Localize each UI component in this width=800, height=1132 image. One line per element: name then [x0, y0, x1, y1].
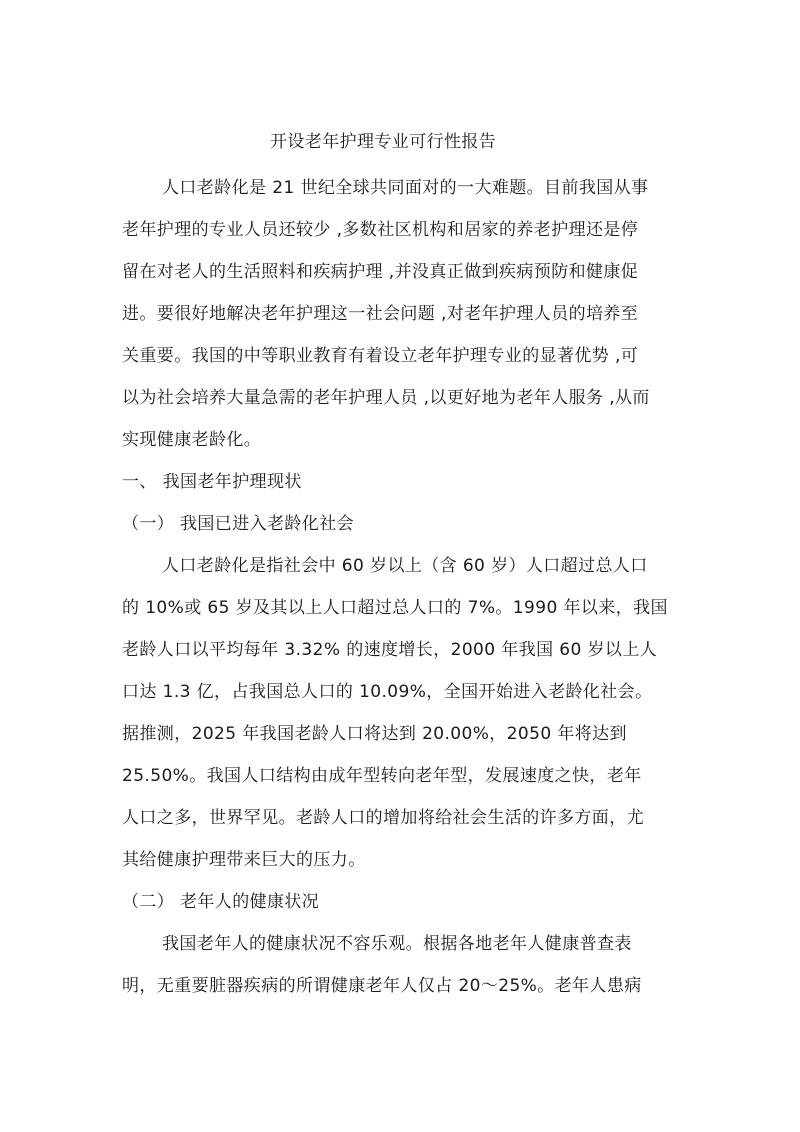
paragraph-line: 人口老龄化是指社会中 60 岁以上（含 60 岁）人口超过总人口	[162, 556, 648, 576]
paragraph-line: 据推测，2025 年我国老龄人口将达到 20.00%，2050 年将达到	[122, 724, 627, 744]
paragraph-line: 老龄人口以平均每年 3.32% 的速度增长，2000 年我国 60 岁以上人	[122, 640, 658, 660]
paragraph-line: 明，无重要脏器疾病的所谓健康老年人仅占 20～25%。老年人患病	[122, 976, 642, 996]
paragraph-line: 25.50%。我国人口结构由成年型转向老年型，发展速度之快，老年	[122, 766, 642, 786]
document-title: 开设老年护理专业可行性报告	[270, 132, 497, 152]
paragraph-line: 人口之多，世界罕见。老龄人口的增加将给社会生活的许多方面，尤	[122, 808, 644, 828]
paragraph-line: 老年护理的专业人员还较少 ,多数社区机构和居家的养老护理还是停	[122, 220, 639, 240]
paragraph-line: 我国老年人的健康状况不容乐观。根据各地老年人健康普查表	[162, 934, 632, 954]
paragraph-line: 以为社会培养大量急需的老年护理人员 ,以更好地为老年人服务 ,从而	[122, 388, 650, 408]
paragraph-line: 口达 1.3 亿，占我国总人口的 10.09%，全国开始进入老龄化社会。	[122, 682, 653, 702]
paragraph-line: 实现健康老龄化。	[122, 430, 262, 450]
paragraph-line: 人口老龄化是 21 世纪全球共同面对的一大难题。目前我国从事	[162, 178, 649, 198]
paragraph-line: 的 10%或 65 岁及其以上人口超过总人口的 7%。1990 年以来，我国	[122, 598, 668, 618]
paragraph-line: 关重要。我国的中等职业教育有着设立老年护理专业的显著优势 ,可	[122, 346, 639, 366]
paragraph-line: 进。要很好地解决老年护理这一社会问题 ,对老年护理人员的培养至	[122, 304, 639, 324]
paragraph-line: 其给健康护理带来巨大的压力。	[122, 850, 366, 870]
subsection-heading: （一） 我国已进入老龄化社会	[122, 514, 355, 534]
paragraph-line: 留在对老人的生活照料和疾病护理 ,并没真正做到疾病预防和健康促	[122, 262, 639, 282]
subsection-heading: （二） 老年人的健康状况	[122, 892, 320, 912]
section-heading: 一、 我国老年护理现状	[122, 472, 302, 492]
